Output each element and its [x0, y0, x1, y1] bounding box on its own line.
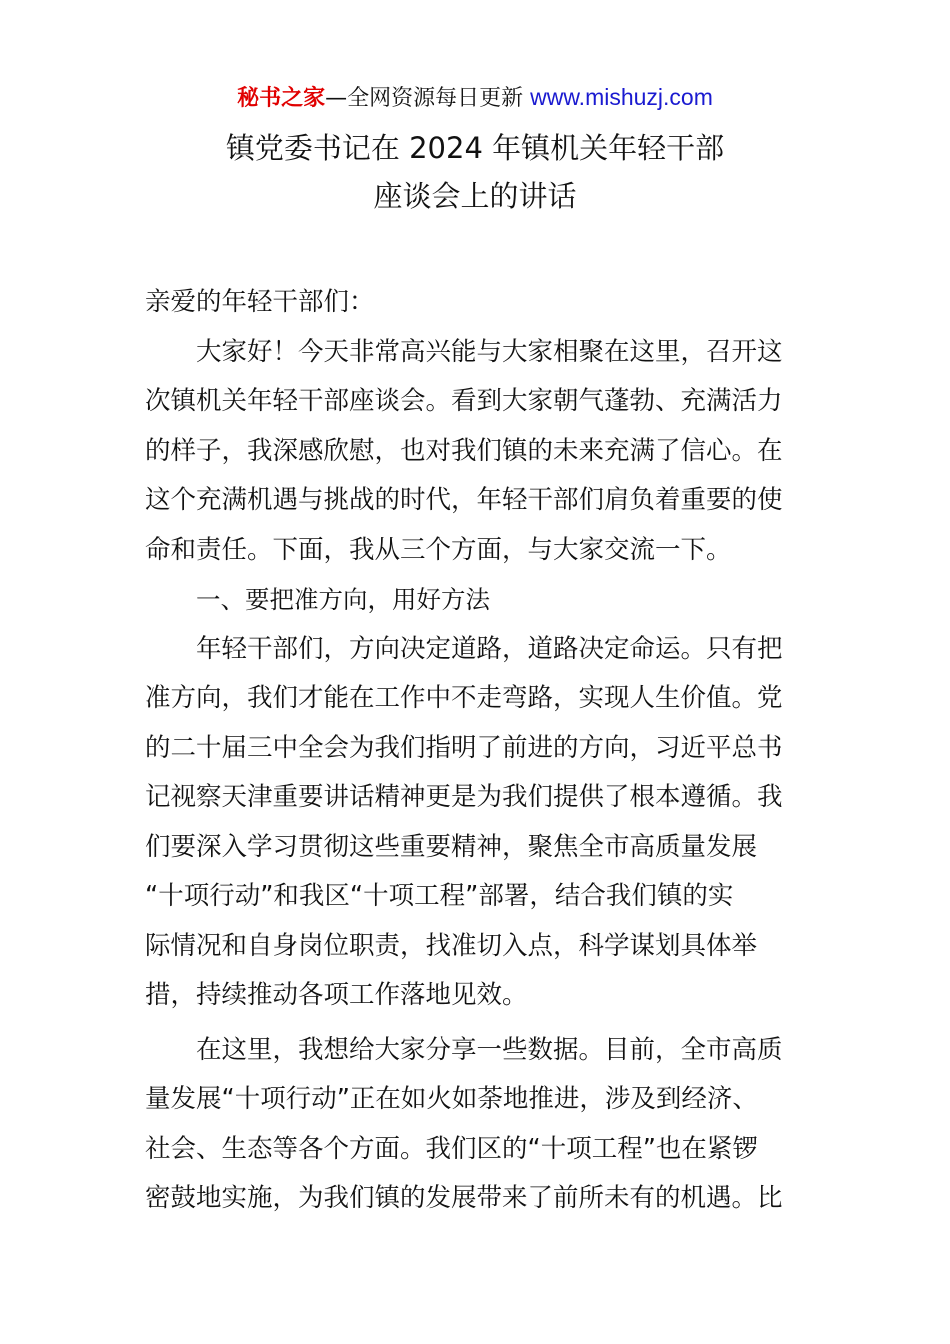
paragraph-line: 的样子，我深感欣慰，也对我们镇的未来充满了信心。在 — [145, 435, 783, 466]
paragraph-line: 们要深入学习贯彻这些重要精神，聚焦全市高质量发展 — [145, 831, 758, 862]
paragraph-line: 年轻干部们，方向决定道路，道路决定命运。只有把 — [196, 633, 783, 664]
document-body — [145, 278, 811, 1224]
paragraph-2 — [145, 625, 811, 1021]
paragraph-line: 的二十届三中全会为我们指明了前进的方向，习近平总书 — [145, 732, 783, 763]
section-heading: 一、要把准方向，用好方法 — [196, 585, 490, 614]
paragraph-1 — [145, 328, 811, 576]
paragraph-line: 社会、生态等各个方面。我们区的“十项工程”也在紧锣 — [145, 1133, 758, 1164]
brand-name: 秘书之家 — [237, 86, 326, 111]
paragraph-line: 记视察天津重要讲话精神更是为我们提供了根本遵循。我 — [145, 782, 783, 812]
paragraph-line: 准方向，我们才能在工作中不走弯路，实现人生价值。党 — [145, 683, 783, 713]
document-title-line-2: 座谈会上的讲话 — [373, 179, 577, 213]
site-header — [0, 82, 950, 114]
paragraph-line: 密鼓地实施，为我们镇的发展带来了前所未有的机遇。比 — [145, 1183, 783, 1213]
paragraph-line: 次镇机关年轻干部座谈会。看到大家朝气蓬勃、充满活力 — [145, 386, 783, 416]
paragraph-line: 量发展“十项行动”正在如火如荼地推进，涉及到经济、 — [145, 1084, 758, 1114]
document-title-line-1: 镇党委书记在 2024 年镇机关年轻干部 — [225, 131, 725, 165]
paragraph-line: 际情况和自身岗位职责，找准切入点，科学谋划具体举 — [145, 930, 758, 961]
paragraph-line: “十项行动”和我区“十项工程”部署，结合我们镇的实 — [145, 881, 734, 911]
paragraph-3 — [145, 1026, 811, 1224]
paragraph-line: 措，持续推动各项工作落地见效。 — [145, 980, 528, 1010]
paragraph-line: 这个充满机遇与挑战的时代，年轻干部们肩负着重要的使 — [145, 485, 783, 515]
paragraph-line: 大家好！今天非常高兴能与大家相聚在这里，召开这 — [196, 336, 783, 367]
header-url[interactable]: www.mishuzj.com — [530, 84, 713, 110]
paragraph-line: 命和责任。下面，我从三个方面，与大家交流一下。 — [145, 534, 732, 565]
paragraph-line: 在这里，我想给大家分享一些数据。目前，全市高质 — [196, 1034, 783, 1065]
salutation: 亲爱的年轻干部们： — [145, 287, 375, 317]
header-tagline: —全网资源每日更新 — [325, 86, 524, 111]
